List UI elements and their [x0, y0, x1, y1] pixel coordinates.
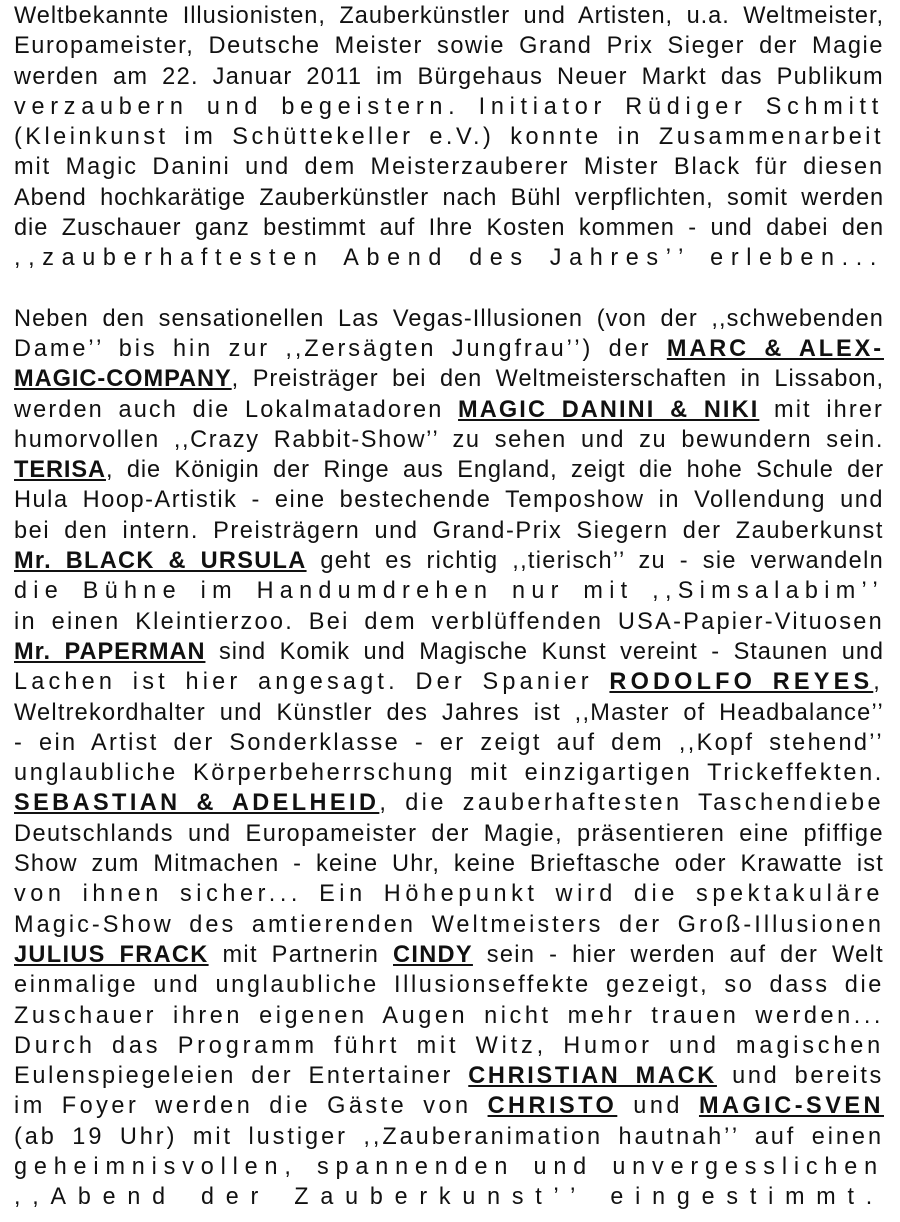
text-run: im Foyer werden die Gäste von — [14, 1093, 488, 1120]
text-line — [14, 92, 884, 122]
text-run: humorvollen ,,Crazy Rabbit-Show’’ zu sehen und zu bewundern sein. — [14, 426, 884, 453]
text-line — [14, 304, 884, 334]
performer-name: SEBASTIAN & ADELHEID — [14, 790, 380, 817]
text-run: Durch das Programm führt mit Witz, Humor und magischen — [14, 1032, 884, 1059]
performer-name: RODOLFO REYES — [609, 669, 874, 696]
performer-name: JULIUS FRACK — [14, 941, 209, 968]
text-run: , die zauberhaftesten Taschendiebe — [379, 790, 884, 817]
performer-name: MAGIC-SVEN — [698, 1093, 884, 1120]
text-line — [14, 1152, 884, 1182]
performer-name: CHRISTO — [487, 1093, 618, 1120]
text-line — [14, 728, 884, 758]
text-line — [14, 698, 884, 728]
paragraph — [14, 304, 884, 1213]
text-line — [14, 62, 884, 92]
text-run: , — [873, 669, 884, 696]
text-line — [14, 637, 884, 667]
text-line — [14, 1, 884, 31]
text-line — [14, 243, 884, 273]
performer-name: MARC & ALEX- — [666, 335, 884, 362]
text-line — [14, 910, 884, 940]
text-run: sein - hier werden auf der Welt — [472, 941, 884, 968]
text-line — [14, 1122, 884, 1152]
text-run: mit Partnerin — [208, 941, 394, 968]
text-line — [14, 1182, 884, 1212]
text-line — [14, 364, 884, 394]
text-line — [14, 425, 884, 455]
text-line — [14, 576, 884, 606]
text-line — [14, 485, 884, 515]
text-run: Eulenspiegeleien der Entertainer — [14, 1063, 469, 1090]
text-run: geheimnisvollen, spannenden und unvergesslichen — [14, 1153, 884, 1180]
performer-name: CHRISTIAN MACK — [468, 1063, 717, 1090]
performer-name: CINDY — [393, 941, 473, 968]
text-run: , die Königin der Ringe aus England, zeigt die hohe Schule der — [105, 457, 884, 484]
text-line — [14, 758, 884, 788]
text-line — [14, 122, 884, 152]
performer-name: Mr. BLACK & URSULA — [14, 548, 307, 575]
text-run: Neben den sensationellen Las Vegas-Illusionen (von der ,,schwebenden — [14, 305, 884, 332]
text-run: Deutschlands und Europameister der Magie, präsentieren eine pfiffige — [14, 820, 884, 847]
text-line — [14, 152, 884, 182]
text-run: werden am 22. Januar 2011 im Bürgehaus Neuer Markt das Publikum — [14, 63, 884, 90]
paragraph — [14, 1, 884, 274]
text-line — [14, 819, 884, 849]
performer-name: MAGIC-COMPANY — [14, 366, 232, 393]
performer-name: Mr. PAPERMAN — [14, 638, 206, 665]
text-run: verzaubern und begeistern. Initiator Rüdiger Schmitt — [14, 93, 884, 120]
text-line — [14, 940, 884, 970]
text-line — [14, 1061, 884, 1091]
performer-name: TERISA — [14, 457, 106, 484]
text-run: (ab 19 Uhr) mit lustiger ,,Zauberanimation hautnah’’ auf einen — [14, 1123, 884, 1150]
text-line — [14, 970, 884, 1000]
text-run: Zuschauer ihren eigenen Augen nicht mehr trauen werden... — [14, 1002, 884, 1029]
text-run: - ein Artist der Sonderklasse - er zeigt auf dem ,,Kopf stehend’’ — [14, 729, 884, 756]
text-line — [14, 849, 884, 879]
text-run: ,,zauberhaftesten Abend des Jahres’’ erleben... — [14, 245, 884, 272]
text-line — [14, 395, 884, 425]
text-run: die Zuschauer ganz bestimmt auf Ihre Kosten kommen - und dabei den — [14, 215, 884, 242]
text-run: mit Magic Danini und dem Meisterzauberer Mister Black für diesen — [14, 154, 884, 181]
text-run: (Kleinkunst im Schüttekeller e.V.) konnte in Zusammenarbeit — [14, 124, 884, 151]
text-run: ,,Abend der Zauberkunst’’ eingestimmt. — [14, 1184, 884, 1211]
text-line — [14, 546, 884, 576]
text-run: und — [617, 1093, 699, 1120]
text-line — [14, 183, 884, 213]
text-line — [14, 788, 884, 818]
text-run: Weltbekannte Illusionisten, Zauberkünstler und Artisten, u.a. Weltmeister, — [14, 3, 884, 29]
text-line — [14, 516, 884, 546]
document-body — [14, 1, 884, 1213]
text-line — [14, 1091, 884, 1121]
text-run: unglaubliche Körperbeherrschung mit einzigartigen Trickeffekten. — [14, 760, 884, 787]
text-run: Weltrekordhalter und Künstler des Jahres ist ,,Master of Headbalance’’ — [14, 699, 884, 726]
text-line — [14, 31, 884, 61]
text-run: Hula Hoop-Artistik - eine bestechende Temposhow in Vollendung und — [14, 487, 884, 514]
text-line — [14, 667, 884, 697]
text-run: , Preisträger bei den Weltmeisterschaften in Lissabon, — [231, 366, 884, 393]
text-run: und bereits — [716, 1063, 884, 1090]
text-run: von ihnen sicher... Ein Höhepunkt wird die spektakuläre — [14, 881, 884, 908]
text-run: Abend hochkarätige Zauberkünstler nach Bühl verpflichten, somit werden — [14, 184, 884, 211]
text-line — [14, 1031, 884, 1061]
text-run: geht es richtig ,,tierisch’’ zu - sie verwandeln — [306, 548, 884, 575]
text-line — [14, 455, 884, 485]
text-run: Dame’’ bis hin zur ,,Zersägten Jungfrau’’) der — [14, 335, 667, 362]
text-run: einmalige und unglaubliche Illusionseffekte gezeigt, so dass die — [14, 972, 884, 999]
text-line — [14, 1001, 884, 1031]
text-run: Lachen ist hier angesagt. Der Spanier — [14, 669, 610, 696]
text-run: Magic-Show des amtierenden Weltmeisters der Groß-Illusionen — [14, 911, 884, 938]
text-line — [14, 879, 884, 909]
text-run: werden auch die Lokalmatadoren — [14, 396, 459, 423]
text-run: mit ihrer — [759, 396, 884, 423]
text-run: bei den intern. Preisträgern und Grand-Prix Siegern der Zauberkunst — [14, 517, 884, 544]
performer-name: MAGIC DANINI & NIKI — [458, 396, 760, 423]
text-line — [14, 334, 884, 364]
text-run: sind Komik und Magische Kunst vereint - Staunen und — [205, 638, 884, 665]
text-line — [14, 213, 884, 243]
text-run: Show zum Mitmachen - keine Uhr, keine Brieftasche oder Krawatte ist — [14, 851, 884, 878]
text-run: die Bühne im Handumdrehen nur mit ,,Simsalabim’’ — [14, 578, 884, 605]
text-run: in einen Kleintierzoo. Bei dem verblüffenden USA-Papier-Vituosen — [14, 608, 884, 635]
text-run: Europameister, Deutsche Meister sowie Grand Prix Sieger der Magie — [14, 33, 884, 60]
text-line — [14, 607, 884, 637]
